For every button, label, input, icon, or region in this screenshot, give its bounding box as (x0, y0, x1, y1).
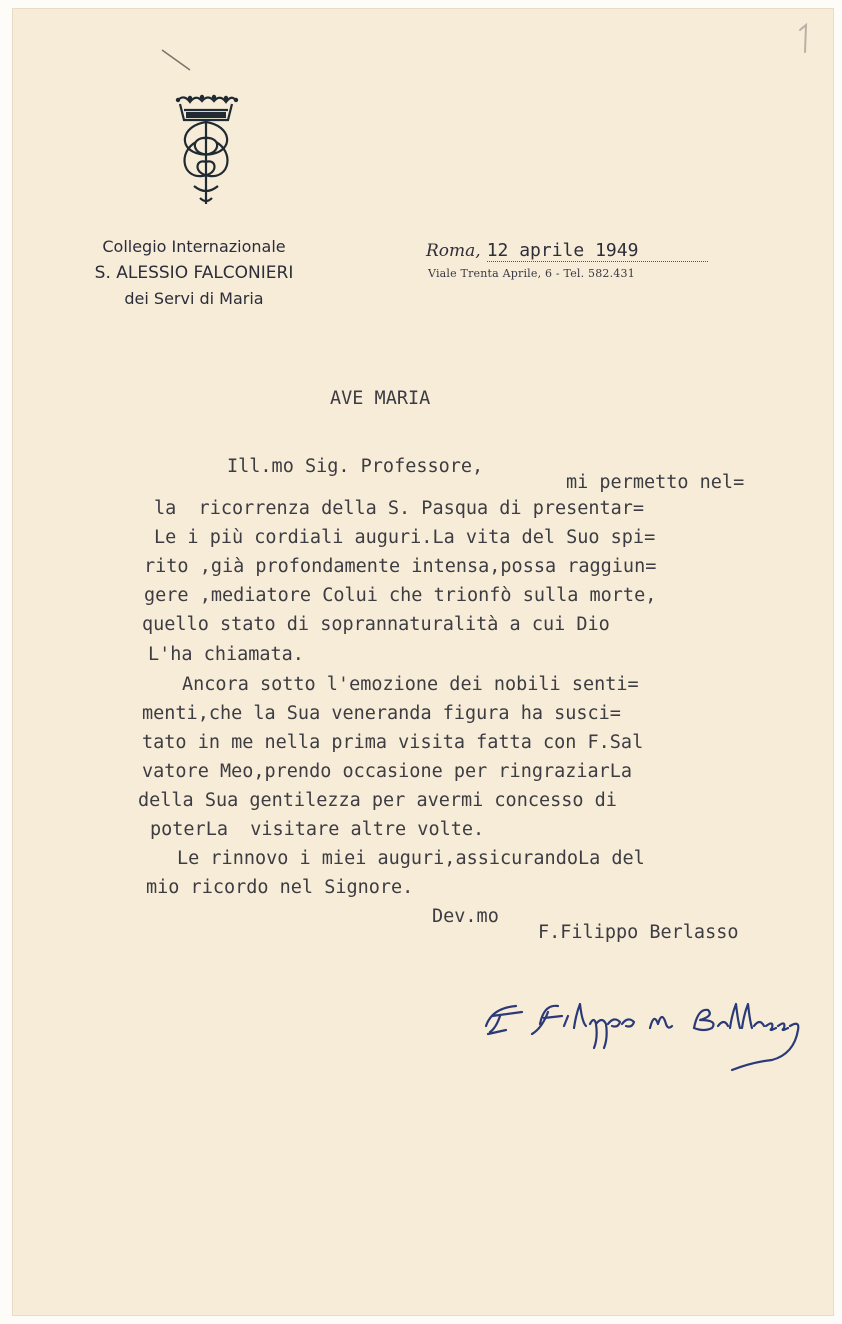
body-line: vatore Meo,prendo occasione per ringraziarLa (142, 761, 633, 782)
closing: Dev.mo (432, 906, 499, 927)
body-line: quello stato di soprannaturalità a cui Dio (142, 614, 610, 635)
crown-monogram-emblem-icon (170, 92, 242, 210)
institution-line-1: Collegio Internazionale (102, 237, 286, 256)
body-line: della Sua gentilezza per avermi concesso di (138, 790, 617, 811)
institution-line-3: dei Servi di Maria (124, 289, 264, 308)
letterhead-address: Viale Trenta Aprile, 6 - Tel. 582.431 (428, 267, 635, 280)
body-line: gere ,mediatore Colui che trionfò sulla morte, (144, 585, 657, 606)
body-line: Le rinnovo i miei auguri,assicurandoLa del (177, 848, 645, 869)
body-line: mi permetto nel= (566, 472, 745, 493)
body-line: Le i più cordiali auguri.La vita del Suo spi= (154, 527, 656, 548)
signer-name: F.Filippo Berlasso (538, 922, 739, 943)
body-line: tato in me nella prima visita fatta con F.Sal (142, 732, 644, 753)
body-line: L'ha chiamata. (148, 644, 304, 665)
dateline (426, 240, 708, 261)
institution-letterhead (64, 234, 324, 312)
letter-sheet (12, 8, 834, 1316)
body-line: la ricorrenza della S. Pasqua di presentar= (154, 498, 645, 519)
handwritten-signature-icon (482, 994, 842, 1074)
pencil-mark (160, 46, 194, 74)
body-line: Ancora sotto l'emozione dei nobili senti= (182, 674, 639, 695)
body-line: mio ricordo nel Signore. (146, 877, 414, 898)
dateline-date: 12 aprile 1949 (487, 240, 709, 262)
body-line: menti,che la Sua veneranda figura ha susci= (142, 703, 621, 724)
page-number-pencil (794, 22, 814, 56)
greeting: AVE MARIA (330, 388, 431, 409)
body-line: Ill.mo Sig. Professore, (227, 456, 484, 477)
institution-line-2: S. ALESSIO FALCONIERI (94, 263, 294, 283)
body-line: poterLa visitare altre volte. (150, 819, 485, 840)
dateline-city: Roma, (426, 241, 481, 261)
body-line: rito ,già profondamente intensa,possa raggiun= (144, 556, 657, 577)
